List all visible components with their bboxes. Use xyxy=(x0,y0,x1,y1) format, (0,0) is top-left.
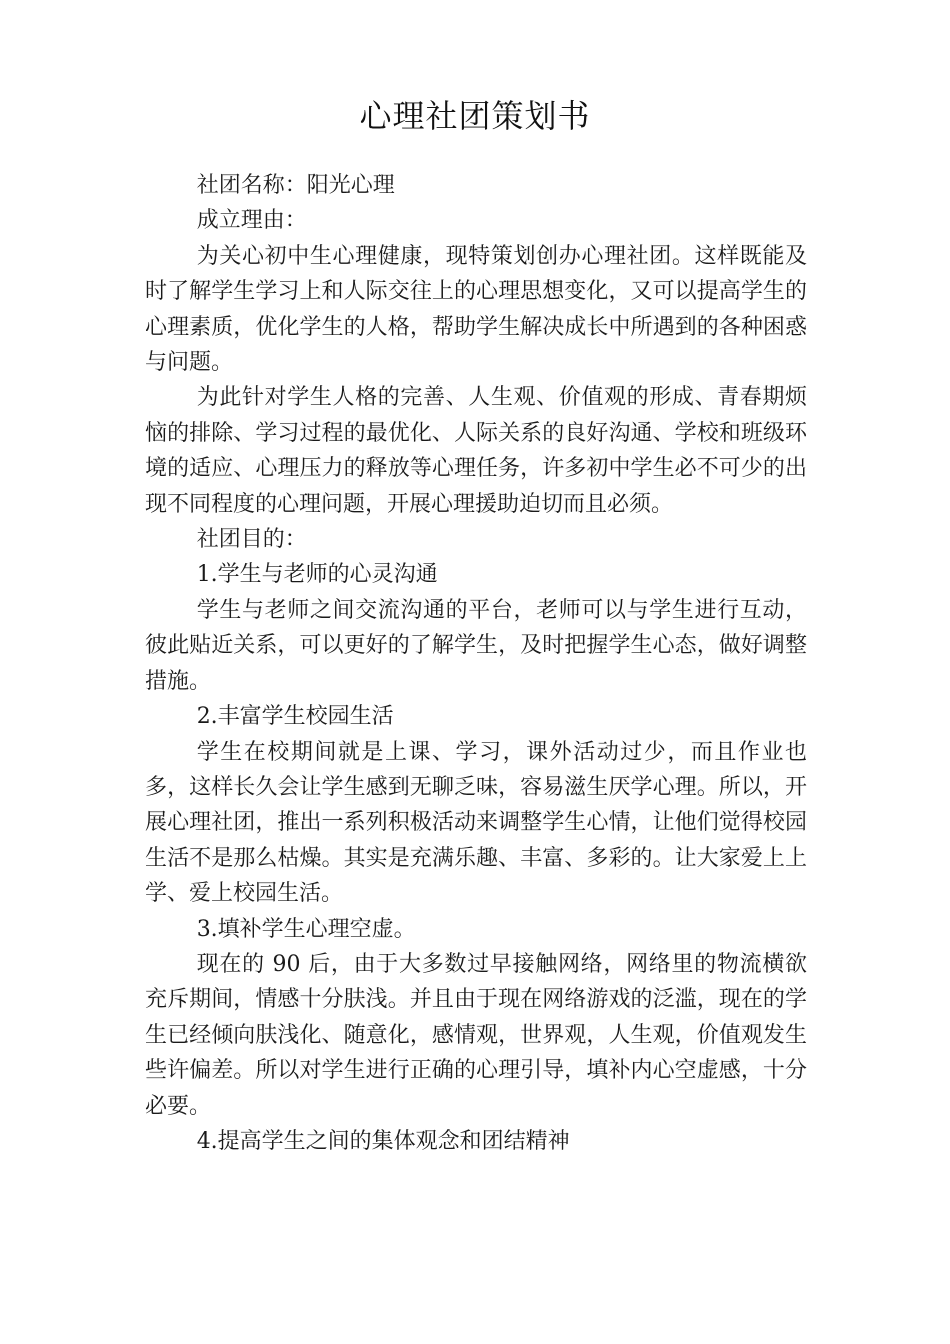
purpose-item-4-heading: 4.提高学生之间的集体观念和团结精神 xyxy=(196,1128,570,1154)
purpose-item-1-text: 学生与老师之间交流沟通的平台，老师可以与学生进行互动，彼此贴近关系，可以更好的了解学生，及时把握学生心态，做好调整措施。 xyxy=(145,597,807,694)
purpose-item-2-heading: 2.丰富学生校园生活 xyxy=(196,704,394,730)
purpose-item-3-text: 现在的 90 后，由于大多数过早接触网络，网络里的物流横欲充斥期间，情感十分肤浅。并且由于现在网络游戏的泛滥，现在的学生已经倾向肤浅化、随意化，感情观，世界观，人生观，价值观发生些许偏差。所以对学生进行正确的心理引导，填补内心空虚感，十分必要。 xyxy=(145,951,807,1119)
reason-paragraph-2: 为此针对学生人格的完善、人生观、价值观的形成、青春期烦恼的排除、学习过程的最优化、人际关系的良好沟通、学校和班级环境的适应、心理压力的释放等心理任务，许多初中学生必不可少的出现不同程度的心理问题，开展心理援助迫切而且必须。 xyxy=(145,385,807,517)
purpose-item-2-text: 学生在校期间就是上课、学习，课外活动过少，而且作业也多，这样长久会让学生感到无聊乏味，容易滋生厌学心理。所以，开展心理社团，推出一系列积极活动来调整学生心情，让他们觉得校园生活不是那么枯燥。其实是充满乐趣、丰富、多彩的。让大家爱上上学、爱上校园生活。 xyxy=(145,739,807,907)
club-name-line: 社团名称：阳光心理 xyxy=(196,173,395,198)
purpose-item-3-heading: 3.填补学生心理空虚。 xyxy=(196,916,416,942)
reason-heading: 成立理由： xyxy=(196,208,307,234)
document-body xyxy=(145,168,807,1159)
purpose-item-1-heading: 1.学生与老师的心灵沟通 xyxy=(196,562,438,588)
document-title: 心理社团策划书 xyxy=(359,97,591,135)
reason-paragraph-1: 为关心初中生心理健康，现特策划创办心理社团。这样既能及时了解学生学习上和人际交往上的心理思想变化，又可以提高学生的心理素质，优化学生的人格，帮助学生解决成长中所遇到的各种困惑与问题。 xyxy=(145,243,807,376)
purpose-heading: 社团目的： xyxy=(196,527,307,553)
